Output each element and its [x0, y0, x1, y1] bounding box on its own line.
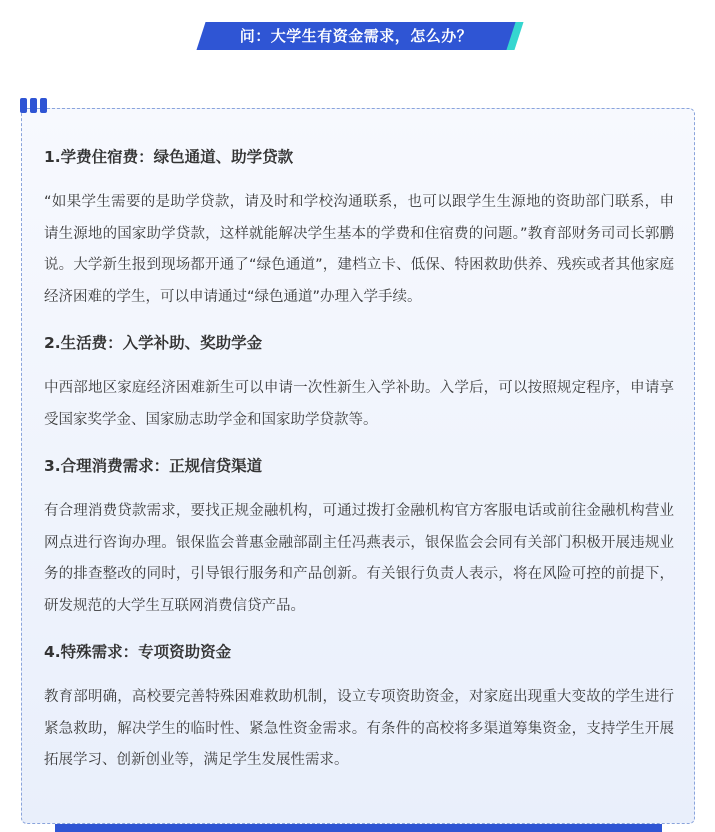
section-body: 中西部地区家庭经济困难新生可以申请一次性新生入学补助。入学后，可以按照规定程序，申请享受国家奖学金、国家励志助学金和国家助学贷款等。: [44, 380, 674, 428]
section-heading: 1.学费住宿费：绿色通道、助学贷款: [44, 148, 294, 166]
section-body: 教育部明确，高校要完善特殊困难救助机制，设立专项资助资金，对家庭出现重大变故的学生进行紧急救助，解决学生的临时性、紧急性资金需求。有条件的高校将多渠道筹集资金，支持学生开展拓展学习、创新创业等，满足学生发展性需求。: [44, 689, 674, 768]
question-banner: [201, 22, 519, 50]
corner-bar: [30, 98, 37, 113]
bottom-decor-strip: [55, 824, 662, 832]
card-corner-bars-icon: [20, 98, 47, 113]
corner-bar: [40, 98, 47, 113]
article-content: [44, 141, 674, 791]
banner-title: 问：大学生有资金需求，怎么办？: [239, 27, 473, 45]
corner-bar: [20, 98, 27, 113]
section-body: “如果学生需要的是助学贷款，请及时和学校沟通联系，也可以跟学生生源地的资助部门联系，申请生源地的国家助学贷款，这样就能解决学生基本的学费和住宿费的问题。”教育部财务司司长郭鹏说。大学新生报到现场都开通了“绿色通道”，建档立卡、低保、特困救助供养、残疾或者其他家庭经济困难的学生，可以申请通过“绿色通道”办理入学手续。: [44, 194, 674, 305]
section-heading: 3.合理消费需求：正规信贷渠道: [44, 457, 263, 475]
section-heading: 4.特殊需求：专项资助资金: [44, 643, 232, 661]
section-heading: 2.生活费：入学补助、奖助学金: [44, 334, 263, 352]
section-body: 有合理消费贷款需求，要找正规金融机构，可通过拨打金融机构官方客服电话或前往金融机构营业网点进行咨询办理。银保监会普惠金融部副主任冯燕表示，银保监会会同有关部门积极开展违规业务的排查整改的同时，引导银行服务和产品创新。有关银行负责人表示，将在风险可控的前提下，研发规范的大学生互联网消费信贷产品。: [44, 503, 674, 614]
